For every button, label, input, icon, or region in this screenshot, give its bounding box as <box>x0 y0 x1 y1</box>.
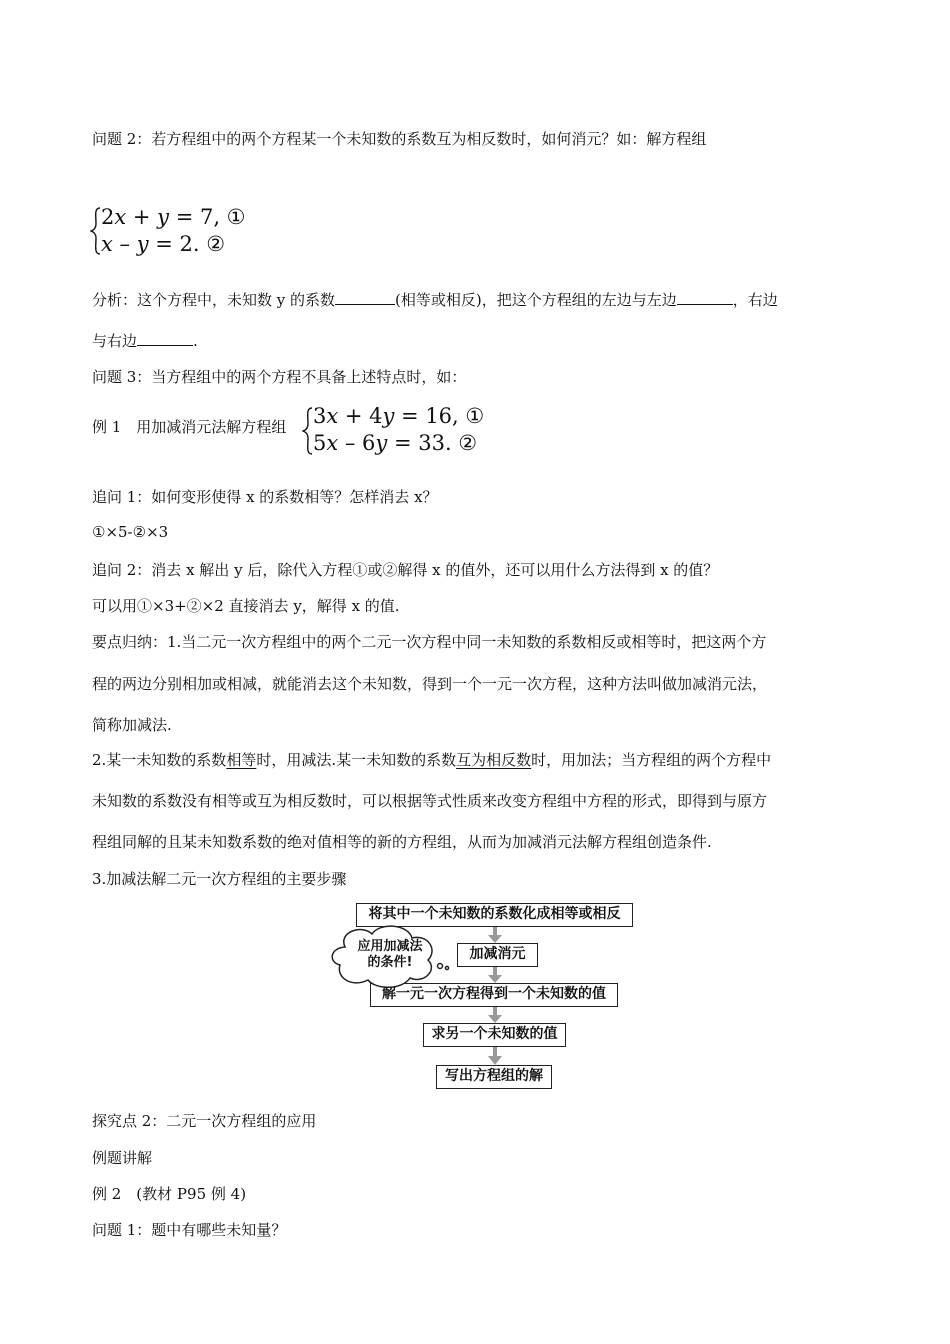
underlined-term: 相等 <box>226 751 257 769</box>
summary-2-line-2: 未知数的系数没有相等或互为相反数时，可以根据等式性质来改变方程组中方程的形式，即得到与原方 <box>92 792 768 810</box>
summary-2-line-3: 程组同解的且某未知数系数的绝对值相等的新的方程组，从而为加减消元法解方程组创造条件. <box>92 833 712 851</box>
summary-1-line-2: 程的两边分别相加或相减，就能消去这个未知数，得到一个一元一次方程，这种方法叫做加减消元法， <box>92 675 768 693</box>
analysis-text-2: (相等或相反)，把这个方程组的左边与左边 <box>395 291 677 309</box>
flow-step-2: 加减消元 <box>457 943 538 967</box>
flow-step-3: 解一元一次方程得到一个未知数的值 <box>370 983 618 1007</box>
follow-up-2: 追问 2：消去 x 解出 y 后，除代入方程①或②解得 x 的值外，还可以用什么方法得到 x 的值？ <box>92 561 719 579</box>
equation-4: 5𝑥 – 6𝑦 = 33. ② <box>313 431 478 455</box>
summary-2-line-1: 2.某一未知数的系数相等时，用减法.某一未知数的系数互为相反数时，用加法；当方程组的两个方程中 <box>92 751 772 769</box>
follow-up-1: 追问 1：如何变形使得 x 的系数相等？怎样消去 x？ <box>92 488 438 506</box>
question-3: 问题 3：当方程组中的两个方程不具备上述特点时，如： <box>92 368 467 386</box>
question-1: 问题 1：题中有哪些未知量？ <box>92 1221 287 1239</box>
step-2: 可以用①×3+②×2 直接消去 y，解得 x 的值. <box>92 597 400 615</box>
example-1-label: 例 1 用加减消元法解方程组 <box>92 418 287 436</box>
analysis-text-3: ，右边 <box>732 291 778 309</box>
equation-3: 3𝑥 + 4𝑦 = 16, ① <box>313 404 485 428</box>
analysis-text-4: 与右边 <box>92 332 138 350</box>
flow-step-4: 求另一个未知数的值 <box>423 1023 566 1047</box>
question-2: 问题 2：若方程组中的两个方程某一个未知数的系数互为相反数时，如何消元？如：解方程组 <box>92 130 707 148</box>
analysis-text-5: . <box>193 332 198 350</box>
explore-point-2: 探究点 2：二元一次方程组的应用 <box>92 1112 317 1130</box>
summary-3: 3.加减法解二元一次方程组的主要步骤 <box>92 870 347 888</box>
step-1: ①×5-②×3 <box>92 523 169 541</box>
flow-step-1: 将其中一个未知数的系数化成相等或相反 <box>356 903 633 927</box>
equation-2: 𝑥 – 𝑦 = 2. ② <box>101 232 226 256</box>
analysis-text-1: 分析：这个方程中，未知数 y 的系数 <box>92 291 336 309</box>
summary-1-line-1: 要点归纳：1.当二元一次方程组中的两个二元一次方程中同一未知数的系数相反或相等时，把这两个方 <box>92 633 767 651</box>
summary-1-line-3: 简称加减法. <box>92 716 172 734</box>
example-2: 例 2 (教材 P95 例 4) <box>92 1185 247 1203</box>
underlined-term: 互为相反数 <box>456 751 532 769</box>
equation-1: 2𝑥 + 𝑦 = 7, ① <box>101 205 246 229</box>
examples-heading: 例题讲解 <box>92 1149 153 1167</box>
flow-step-5: 写出方程组的解 <box>436 1065 552 1089</box>
cloud-text: 应用加减法 的条件! <box>357 939 423 970</box>
